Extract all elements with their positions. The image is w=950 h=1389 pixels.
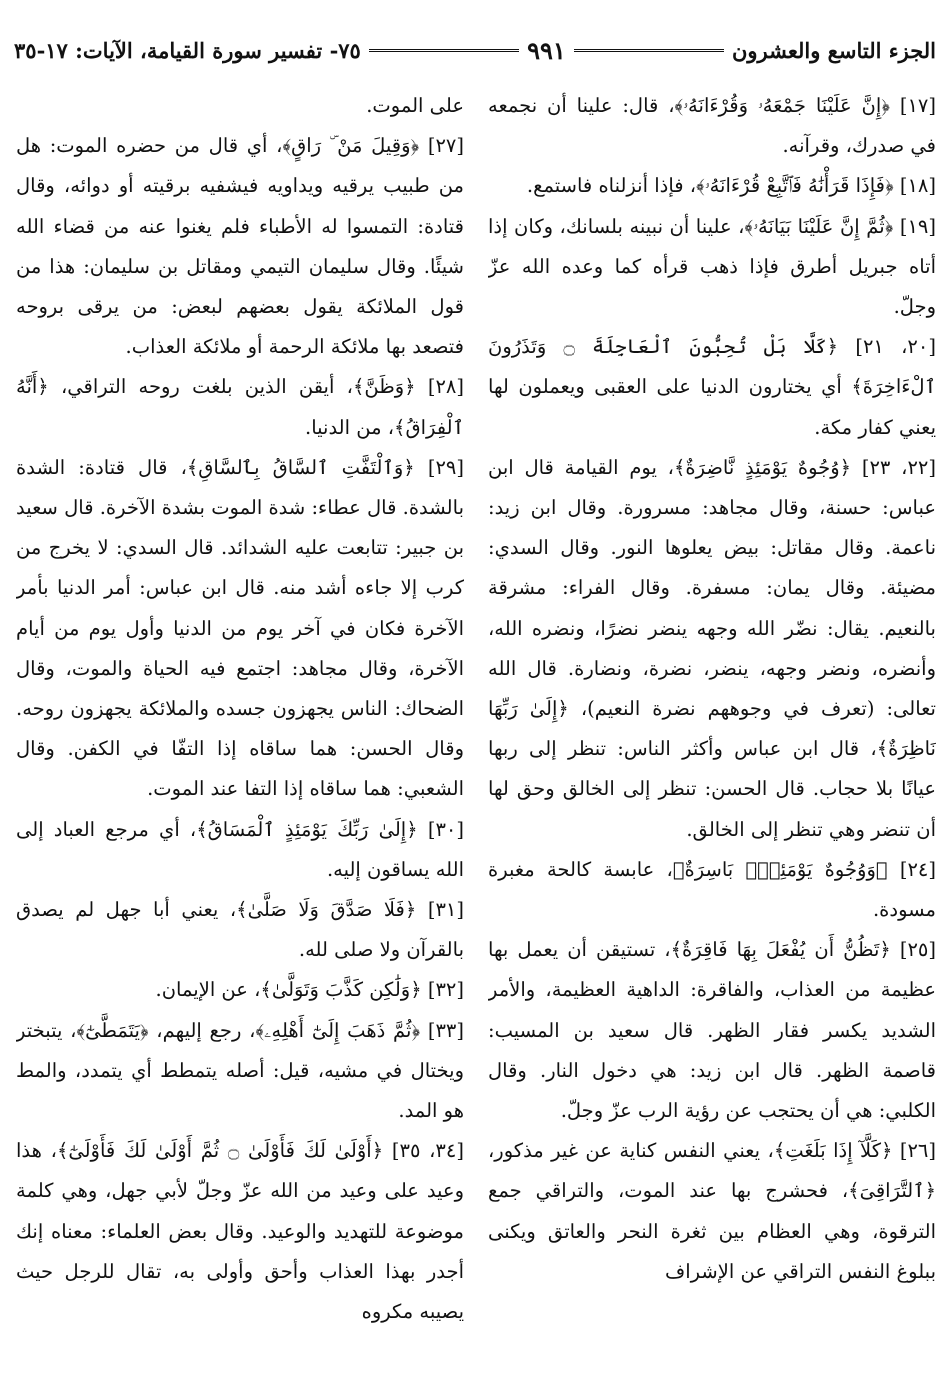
commentary-text: ، يعني أبا جهل لم يصدق بالقرآن ولا صلى لله. <box>16 898 464 962</box>
quran-verse: ﴿وَٱلْتَفَّتِ ٱلسَّاقُ بِٱلسَّاقِ﴾ <box>186 455 415 479</box>
paragraph <box>488 86 936 166</box>
commentary-text: ، علينا أن نبينه بلسانك، وكان إذا أتاه جبريل أطرق فإذا ذهب قرأه كما وعده الله عزّ وجلّ. <box>488 214 936 319</box>
verse-number: [٣٤، ٣٥] <box>391 1139 464 1163</box>
paragraph <box>488 1131 936 1292</box>
commentary-text: ، يوم القيامة قال ابن عباس: حسنة، وقال مجاهد: مسرورة. وقال ابن زيد: ناعمة. وقال مقاتل: بيض يعلوها النور. وقال السدي: مضيئة. وقال يمان: مسفرة. وقال الفراء: مشرقة بالنعيم. يقال: نضّر الله وجهه ينضر نضرًا، ونضره الله، وأنضره، ونضر وجهه، ينضر، نضرة، ونضارة. قال الله تعالى: (تعرف في وجوههم نضرة النعيم)، ﴿إِلَىٰ رَبِّهَا نَاظِرَةٌ﴾، قال ابن عباس وأكثر الناس: تنظر إلى ربها عيانًا بلا حجاب. قال الحسن: تنظر إلى الخالق وحق لها أن تنضر وهي تنظر إلى الخالق. <box>488 455 936 841</box>
verse-number: [٣٠] <box>427 817 464 841</box>
header-part-title: الجزء التاسع والعشرون <box>731 37 936 63</box>
right-column <box>488 86 936 1376</box>
quran-verse: ﴿تَظُنُّ أَن يُفْعَلَ بِهَا فَاقِرَةٌ﴾ <box>670 938 891 962</box>
commentary-text: ، قال: علينا أن نجمعه في صدرك، وقرآنه. <box>488 94 936 158</box>
commentary-text: ، أيقن الذين بلغت روحه التراقي، ﴿أَنَّهُ ٱلْفِرَاقُ﴾، من الدنيا. <box>16 375 464 439</box>
paragraph <box>488 930 936 1131</box>
verse-number: [٢٥] <box>899 938 936 962</box>
paragraph <box>16 970 464 1010</box>
commentary-text: ، تستيقن أن يعمل بها عظيمة من العذاب، والفاقرة: الداهية العظيمة، والأمر الشديد يكسر فقار الظهر. قال سعيد بن المسيب: قاصمة الظهر. قال ابن زيد: هي دخول النار. وقال الكلبي: هي أن يحتجب عن رؤية الرب عزّ وجلّ. <box>488 938 936 1123</box>
quran-verse: ﴿ثُمَّ إِنَّ عَلَيْنَا بَيَانَهُۥ﴾ <box>744 214 894 238</box>
paragraph <box>488 207 936 328</box>
quran-verse: ﴿وَظَنَّ﴾ <box>352 375 416 399</box>
verse-number: [٢٧] <box>427 134 464 158</box>
quran-verse: ﴿ثُمَّ ذَهَبَ إِلَىٰٓ أَهْلِهِۦ﴾ <box>255 1018 421 1042</box>
paragraph <box>16 1011 464 1132</box>
verse-number: [٢٠، ٢١] <box>855 335 936 359</box>
quran-verse: ﴿وُجُوهٌ يَوْمَئِذٍ نَّاضِرَةٌ﴾ <box>673 455 852 479</box>
verse-number: [٣١] <box>427 898 464 922</box>
quran-verse: ﴿فَلَا صَدَّقَ وَلَا صَلَّىٰ﴾ <box>236 898 417 922</box>
paragraph <box>16 86 464 126</box>
commentary-text: ، يعني النفس كناية عن غير مذكور، ﴿ٱلتَّرَاقِىَ﴾، فحشرج بها عند الموت، والتراقي جمع الترقوة، وهي العظام بين ثغرة النحر والعاتق ويكنى ببلوغ النفس التراقي عن الإشراف <box>488 1139 936 1283</box>
quran-verse: ﴿إِلَىٰ رَبِّكَ يَوْمَئِذٍ ٱلْمَسَاقُ﴾ <box>196 817 418 841</box>
page-number: ٩٩١ <box>527 35 566 65</box>
quran-verse: ﴿كَلَّا بَلْ تُحِبُّونَ ٱلْعَاجِلَةَ ۝ وَتَذَرُونَ ٱلْءَاخِرَةَ﴾ <box>488 335 936 399</box>
commentary-text: على الموت. <box>366 94 464 117</box>
paragraph <box>16 810 464 890</box>
verse-number: [٣٢] <box>427 978 464 1002</box>
paragraph <box>16 890 464 970</box>
header-surah-title: ٧٥- تفسير سورة القيامة، الآيات: ١٧-٣٥ <box>14 37 361 63</box>
paragraph <box>16 448 464 810</box>
quran-verse: ﴿وَقِيلَ مَنْ ۜ رَاقٍ﴾ <box>282 134 420 158</box>
commentary-text: ، فإذا أنزلناه فاستمع. <box>526 174 697 198</box>
verse-number: [٢٤] <box>899 857 936 881</box>
header-rule-left <box>369 49 519 52</box>
paragraph <box>16 367 464 447</box>
quran-verse: ﴿فَإِذَا قَرَأْنَٰهُ فَٱتَّبِعْ قُرْءَانَهُۥ﴾ <box>696 174 894 198</box>
paragraph <box>16 126 464 367</box>
quran-verse: ﴿أَوْلَىٰ لَكَ فَأَوْلَىٰ ۝ ثُمَّ أَوْلَىٰ لَكَ فَأَوْلَىٰٓ﴾ <box>56 1139 384 1163</box>
verse-number: [١٨] <box>899 174 936 198</box>
verse-number: [١٧] <box>899 94 936 117</box>
verse-number: [٢٨] <box>427 375 464 399</box>
quran-verse: ﴿إِنَّ عَلَيْنَا جَمْعَهُۥ وَقُرْءَانَهُۥ﴾ <box>674 94 890 117</box>
commentary-text: ، قال قتادة: الشدة بالشدة. قال عطاء: شدة الموت بشدة الآخرة. قال سعيد بن جبير: تتابعت عليه الشدائد. قال السدي: لا يخرج من كرب إلا جاءه أشد منه. قال ابن عباس: أمر الدنيا بأمر الآخرة فكان في آخر يوم من الدنيا وأول يوم من أيام الآخرة، وقال مجاهد: اجتمع فيه الحياة والموت، وقال الضحاك: الناس يجهزون جسده والملائكة يجهزون روحه. وقال الحسن: هما ساقاه إذا التفّا في الكفن. وقال الشعبي: هما ساقاه إذا التفا عند الموت. <box>16 455 464 801</box>
commentary-text: ، أي قال من حضره الموت: هل من طبيب يرقيه ويداويه فيشفيه برقيته أو دوائه، وقال قتادة: التمسوا له الأطباء فلم يغنوا عنه من قضاء الله شيئًا. وقال سليمان التيمي ومقاتل بن سليمان: هذا من قول الملائكة يقول بعضهم لبعض: من يرقى بروحه فتصعد بها ملائكة الرحمة أو ملائكة العذاب. <box>16 134 464 359</box>
paragraph <box>488 448 936 850</box>
paragraph <box>488 166 936 206</box>
commentary-text: ، عابسة كالحة مغبرة مسودة. <box>488 857 936 922</box>
verse-number: [٢٦] <box>899 1139 936 1163</box>
left-column <box>16 86 464 1376</box>
commentary-text: ، هذا وعيد على وعيد من الله عزّ وجلّ لأبي جهل، وهي كلمة موضوعة للتهديد والوعيد. وقال بعض العلماء: معناه إنك أجدر بهذا العذاب وأحق وأولى به، تقال للرجل حيث يصيبه مكروه <box>16 1139 464 1324</box>
commentary-text: أي يختارون الدنيا على العقبى ويعملون لها يعني كفار مكة. <box>488 375 936 439</box>
commentary-text: ، أي مرجع العباد إلى الله يساقون إليه. <box>16 817 464 881</box>
paragraph <box>488 327 936 448</box>
quran-verse: ﴿وَوُجُوهٌ يَوْمَئِذٍۭ بَاسِرَةٌ﴾ <box>672 857 888 881</box>
verse-number: [١٩] <box>899 214 936 238</box>
verse-number: [٣٣] <box>427 1018 464 1042</box>
commentary-text: ، عن الإيمان. <box>155 978 261 1002</box>
paragraph <box>488 850 936 930</box>
header-rule-right <box>574 49 724 52</box>
paragraph <box>16 1131 464 1332</box>
verse-number: [٢٩] <box>427 455 464 479</box>
quran-verse: ﴿كَلَّآ إِذَا بَلَغَتِ﴾ <box>773 1139 893 1163</box>
verse-number: [٢٢، ٢٣] <box>861 455 936 479</box>
commentary-text: ، رجع إليهم، ﴿يَتَمَطَّىٰٓ﴾، يتبختر ويختال في مشيه، قيل: أصله يتمطط أي يتمدد، والمط هو المد. <box>16 1018 464 1123</box>
running-header <box>14 32 936 68</box>
quran-verse: ﴿وَلَٰكِن كَذَّبَ وَتَوَلَّىٰ﴾ <box>260 978 422 1002</box>
